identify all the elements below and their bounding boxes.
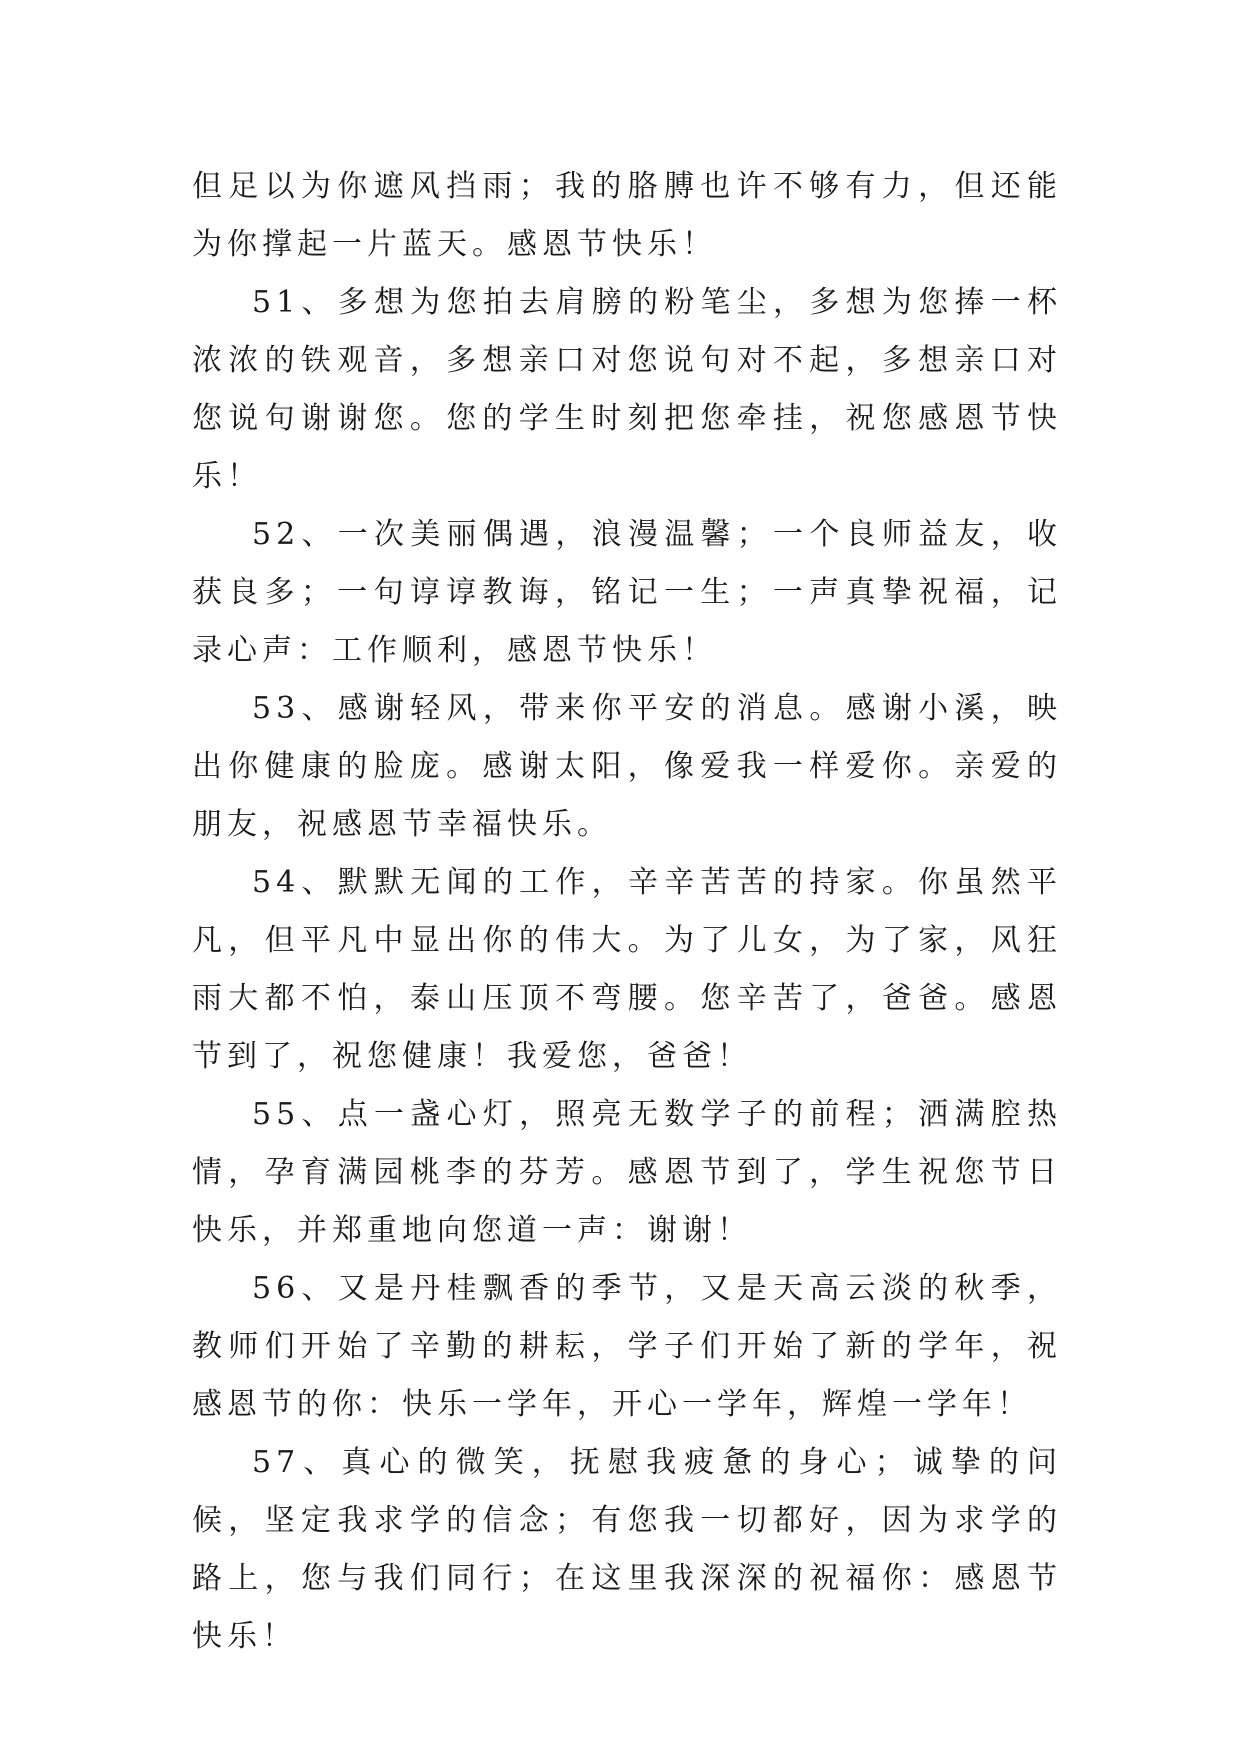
- paragraph-52: 52、一次美丽偶遇，浪漫温馨；一个良师益友，收获良多；一句谆谆教诲，铭记一生；一声真挚祝福，记录心声：工作顺利，感恩节快乐！: [192, 517, 1062, 668]
- paragraph-continuation: 但足以为你遮风挡雨；我的胳膊也许不够有力，但还能为你撑起一片蓝天。感恩节快乐！: [192, 169, 1062, 262]
- paragraph-51: 51、多想为您拍去肩膀的粉笔尘，多想为您捧一杯浓浓的铁观音，多想亲口对您说句对不起，多想亲口对您说句谢谢您。您的学生时刻把您牵挂，祝您感恩节快乐！: [192, 285, 1062, 494]
- paragraph-55: 55、点一盏心灯，照亮无数学子的前程；洒满腔热情，孕育满园桃李的芬芳。感恩节到了，学生祝您节日快乐，并郑重地向您道一声：谢谢！: [192, 1097, 1062, 1248]
- paragraph-54: 54、默默无闻的工作，辛辛苦苦的持家。你虽然平凡，但平凡中显出你的伟大。为了儿女，为了家，风狂雨大都不怕，泰山压顶不弯腰。您辛苦了，爸爸。感恩节到了，祝您健康！我爱您，爸爸！: [192, 865, 1062, 1074]
- paragraph-57: 57、真心的微笑，抚慰我疲惫的身心；诚挚的问候，坚定我求学的信念；有您我一切都好，因为求学的路上，您与我们同行；在这里我深深的祝福你：感恩节快乐！: [192, 1445, 1062, 1654]
- paragraph-56: 56、又是丹桂飘香的季节，又是天高云淡的秋季，教师们开始了辛勤的耕耘，学子们开始了新的学年，祝感恩节的你：快乐一学年，开心一学年，辉煌一学年！: [192, 1271, 1062, 1422]
- document-body: [192, 158, 1062, 1666]
- paragraph-53: 53、感谢轻风，带来你平安的消息。感谢小溪，映出你健康的脸庞。感谢太阳，像爱我一样爱你。亲爱的朋友，祝感恩节幸福快乐。: [192, 691, 1062, 842]
